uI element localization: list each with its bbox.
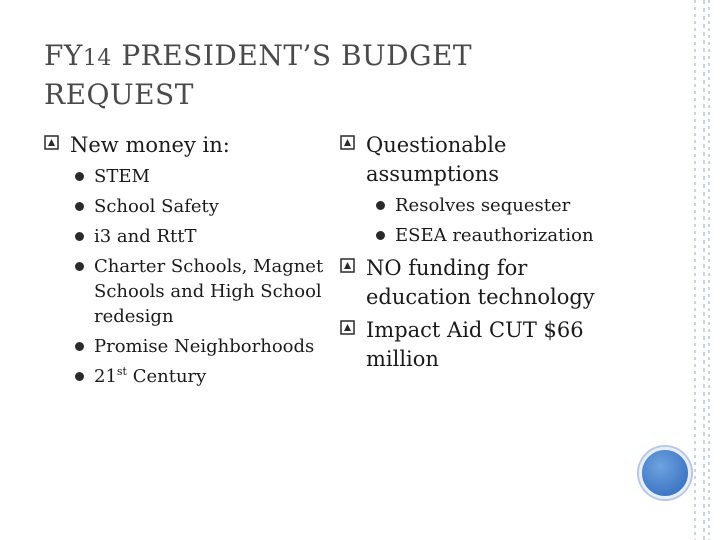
bullet-impact-aid bbox=[340, 316, 630, 374]
list-item bbox=[44, 164, 324, 189]
century-word: Century bbox=[126, 366, 207, 387]
list-item bbox=[44, 364, 324, 389]
dot-bullet-icon bbox=[75, 262, 84, 271]
new-money-list bbox=[44, 164, 324, 389]
list-item bbox=[340, 193, 630, 218]
list-item-text: Promise Neighborhoods bbox=[94, 336, 315, 357]
bullet-no-funding bbox=[340, 254, 630, 312]
list-item bbox=[44, 194, 324, 219]
bullet-text: New money in: bbox=[70, 133, 230, 157]
right-decorative-rail-outer bbox=[708, 0, 710, 540]
list-item-text: STEM bbox=[94, 166, 150, 187]
list-item bbox=[340, 223, 630, 248]
list-item bbox=[44, 224, 324, 249]
list-item-text bbox=[94, 366, 206, 387]
bullet-questionable-assumptions bbox=[340, 131, 630, 189]
century-number: 21 bbox=[94, 366, 117, 387]
bullet-new-money bbox=[44, 131, 324, 160]
bullet-text: Impact Aid CUT $66 million bbox=[366, 318, 584, 371]
list-item bbox=[44, 334, 324, 359]
title-line2: REQUEST bbox=[44, 78, 194, 111]
century-suffix: st bbox=[116, 365, 127, 378]
assumptions-list bbox=[340, 193, 630, 248]
dot-bullet-icon bbox=[75, 172, 84, 181]
list-item-text: i3 and RttT bbox=[94, 226, 197, 247]
left-column bbox=[44, 131, 324, 395]
decorative-circle bbox=[639, 447, 691, 499]
bullet-text: Questionable assumptions bbox=[366, 133, 507, 186]
square-bullet-icon bbox=[44, 135, 59, 150]
square-bullet-icon bbox=[340, 258, 355, 273]
dot-bullet-icon bbox=[376, 231, 385, 240]
bullet-text: NO funding for education technology bbox=[366, 256, 595, 309]
list-item-text: Charter Schools, Magnet Schools and High School redesign bbox=[94, 256, 324, 327]
dot-bullet-icon bbox=[75, 342, 84, 351]
list-item-text: ESEA reauthorization bbox=[395, 225, 594, 246]
slide-title bbox=[44, 38, 644, 113]
square-bullet-icon bbox=[340, 135, 355, 150]
dot-bullet-icon bbox=[376, 201, 385, 210]
right-decorative-rail-inner bbox=[694, 0, 696, 540]
dot-bullet-icon bbox=[75, 232, 84, 241]
list-item-text: School Safety bbox=[94, 196, 219, 217]
title-line1-rest: PRESIDENT’S BUDGET bbox=[111, 39, 473, 72]
list-item-text: Resolves sequester bbox=[395, 195, 571, 216]
dot-bullet-icon bbox=[75, 372, 84, 381]
right-column bbox=[340, 131, 630, 378]
title-year: 14 bbox=[82, 46, 112, 71]
title-prefix: FY bbox=[44, 39, 83, 72]
list-item bbox=[44, 254, 324, 329]
square-bullet-icon bbox=[340, 320, 355, 335]
dot-bullet-icon bbox=[75, 202, 84, 211]
right-decorative-rail bbox=[684, 0, 720, 540]
